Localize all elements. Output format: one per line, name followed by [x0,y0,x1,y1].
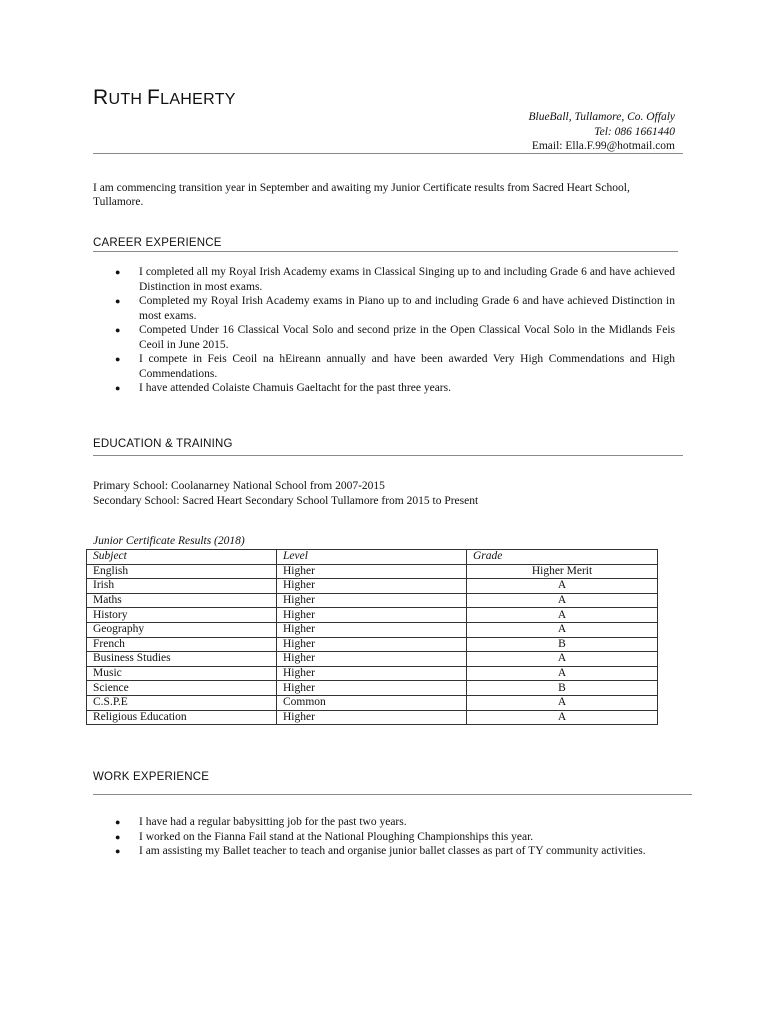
level-cell: Higher [277,579,467,594]
level-cell: Higher [277,666,467,681]
table-row [87,666,658,681]
col-subject: Subject [87,550,277,565]
work-heading: WORK EXPERIENCE [93,771,210,783]
table-row [87,593,658,608]
grade-cell: A [467,608,658,623]
bullet-icon: ● [115,354,121,364]
list-item-text: I am assisting my Ballet teacher to teach and organise junior ballet classes as part of TY community activities. [139,845,646,857]
table-row [87,695,658,710]
results-caption: Junior Certificate Results (2018) [93,535,245,547]
list-item [93,830,658,845]
secondary-school: Secondary School: Sacred Heart Secondary School Tullamore from 2015 to Present [93,495,479,507]
level-cell: Higher [277,710,467,725]
list-item [93,352,675,381]
address: BlueBall, Tullamore, Co. Offaly [528,111,675,123]
grade-cell: Higher Merit [467,564,658,579]
career-list [93,265,675,396]
subject-cell: Maths [87,593,277,608]
bullet-icon: ● [115,817,121,827]
list-item-text: I have attended Colaiste Chamuis Gaeltacht for the past three years. [139,382,451,394]
list-item-text: I completed all my Royal Irish Academy exams in Classical Singing up to and including Grade 6 and have achieved Distinction in most exams. [139,266,675,293]
list-item [93,381,675,396]
primary-school: Primary School: Coolanarney National School from 2007-2015 [93,480,385,492]
subject-cell: Music [87,666,277,681]
name-rest-first: UTH [108,91,147,108]
subject-cell: Irish [87,579,277,594]
table-row [87,681,658,696]
name-rest-last: LAHERTY [160,91,236,108]
applicant-name [93,86,236,110]
list-item [93,323,675,352]
bullet-icon: ● [115,831,121,842]
list-item [93,265,675,294]
bullet-icon: ● [115,383,121,393]
table-row [87,622,658,637]
work-list [93,815,658,859]
table-row [87,652,658,667]
table-row [87,710,658,725]
subject-cell: C.S.P.E [87,695,277,710]
bullet-icon: ● [115,267,121,277]
subject-cell: History [87,608,277,623]
table-row [87,564,658,579]
table-row [87,637,658,652]
list-item-text: I have had a regular babysitting job for the past two years. [139,816,407,828]
list-item-text: I compete in Feis Ceoil na hEireann annually and have been awarded Very High Commendations and High Commendations. [139,353,675,380]
subject-cell: Business Studies [87,652,277,667]
bullet-icon: ● [115,325,121,335]
results-table [86,549,658,725]
grade-cell: A [467,593,658,608]
table-row [87,579,658,594]
col-grade: Grade [467,550,658,565]
subject-cell: French [87,637,277,652]
grade-cell: A [467,695,658,710]
grade-cell: B [467,637,658,652]
career-heading: CAREER EXPERIENCE [93,237,222,249]
table-row [87,608,658,623]
schools-block [93,479,478,509]
level-cell: Higher [277,564,467,579]
list-item [93,815,658,830]
results-header-row [87,550,658,565]
level-cell: Higher [277,681,467,696]
grade-cell: A [467,710,658,725]
level-cell: Higher [277,652,467,667]
list-item-text: I worked on the Fianna Fail stand at the National Ploughing Championships this year. [139,830,534,843]
career-divider [93,251,678,252]
name-initial-first: R [93,86,109,109]
bullet-icon: ● [115,296,121,306]
level-cell: Higher [277,608,467,623]
list-item-text: Completed my Royal Irish Academy exams in Piano up to and including Grade 6 and have achieved Distinction in most exams. [139,295,675,322]
subject-cell: Science [87,681,277,696]
email: Email: Ella.F.99@hotmail.com [531,140,675,152]
level-cell: Higher [277,593,467,608]
list-item [93,294,675,323]
level-cell: Common [277,695,467,710]
grade-cell: A [467,622,658,637]
grade-cell: A [467,666,658,681]
header-divider [93,153,683,154]
subject-cell: Geography [87,622,277,637]
intro-paragraph: I am commencing transition year in September and awaiting my Junior Certificate results from Sacred Heart School, Tullamore. [93,182,630,208]
list-item [93,844,658,859]
name-initial-last: F [147,86,161,109]
level-cell: Higher [277,622,467,637]
grade-cell: B [467,681,658,696]
level-cell: Higher [277,637,467,652]
col-level: Level [277,550,467,565]
contact-block [528,110,675,154]
education-heading: EDUCATION & TRAINING [93,438,233,450]
work-divider [93,794,692,795]
subject-cell: English [87,564,277,579]
bullet-icon: ● [115,846,121,856]
list-item-text: Competed Under 16 Classical Vocal Solo and second prize in the Open Classical Vocal Solo in the Midlands Feis Ceoil in June 2015. [139,324,675,351]
education-divider [93,455,683,456]
grade-cell: A [467,579,658,594]
subject-cell: Religious Education [87,710,277,725]
grade-cell: A [467,652,658,667]
telephone: Tel: 086 1661440 [594,125,675,138]
